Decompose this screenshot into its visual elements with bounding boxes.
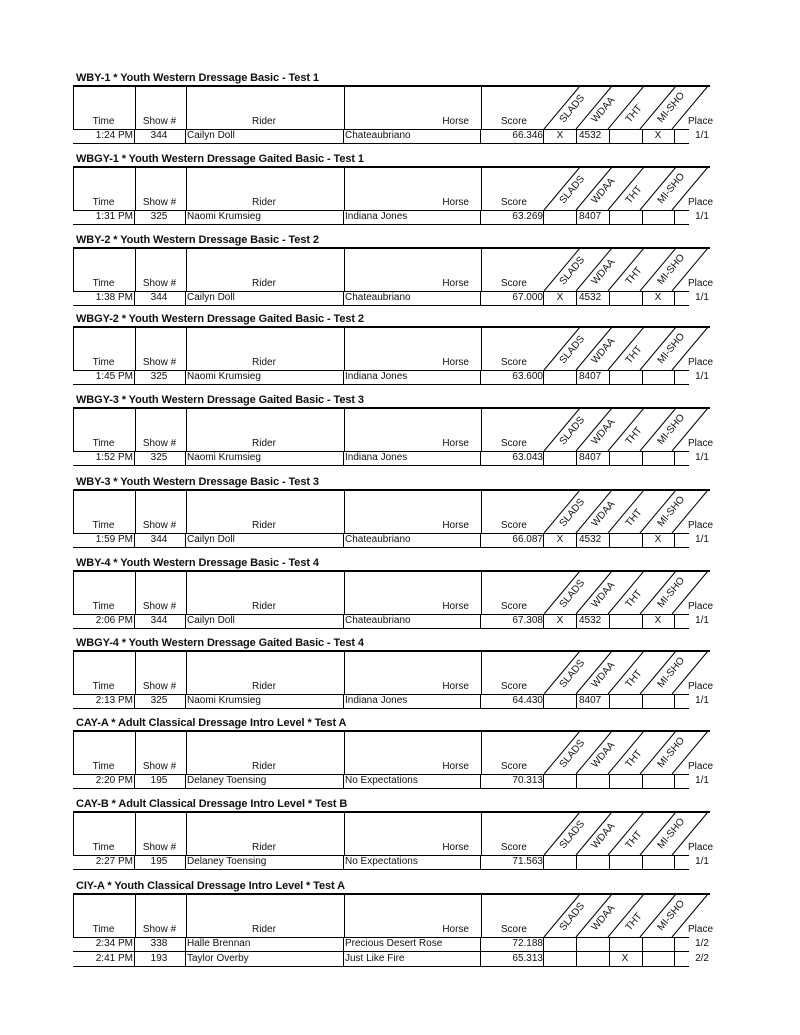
cell-horse: Chateaubriano	[345, 292, 411, 303]
cell-score: 63.269	[512, 211, 543, 222]
cell-place: 1/1	[695, 615, 709, 626]
cell-score: 67.308	[512, 615, 543, 626]
column-header-place: Place	[688, 197, 714, 208]
column-header-show: Show #	[142, 681, 177, 692]
table-row	[73, 291, 709, 306]
cell-misho: X	[654, 615, 662, 626]
column-header-misho: MI-SHO	[655, 816, 688, 851]
cell-time: 2:06 PM	[95, 615, 133, 626]
column-header-time: Time	[92, 842, 115, 853]
column-header-misho: MI-SHO	[655, 575, 688, 610]
cell-slads: X	[556, 130, 564, 141]
column-header-wdaa: WDAA	[589, 739, 618, 770]
column-header-slads: SLADS	[557, 900, 588, 933]
cell-misho: X	[654, 292, 662, 303]
column-header-score: Score	[500, 924, 527, 935]
column-header-tht: THT	[623, 184, 645, 206]
column-header-slads: SLADS	[557, 577, 588, 610]
cell-score: 67.000	[512, 292, 543, 303]
column-header-show: Show #	[142, 924, 177, 935]
class-section	[0, 798, 800, 873]
cell-rider: Halle Brennan	[187, 938, 251, 949]
class-section	[0, 313, 800, 388]
column-header-tht: THT	[623, 103, 645, 125]
cell-wdaa: 4532	[579, 130, 602, 141]
class-section	[0, 476, 800, 551]
cell-time: 1:45 PM	[95, 371, 133, 382]
column-header-show: Show #	[142, 438, 177, 449]
class-section	[0, 72, 800, 147]
column-header-score: Score	[500, 761, 527, 772]
column-header-horse: Horse	[442, 842, 469, 853]
cell-rider: Cailyn Doll	[187, 130, 235, 141]
column-header-place: Place	[688, 601, 714, 612]
column-header-time: Time	[92, 197, 115, 208]
cell-misho: X	[654, 130, 662, 141]
cell-slads: X	[556, 292, 564, 303]
cell-wdaa: 8407	[579, 211, 602, 222]
cell-wdaa: 4532	[579, 534, 602, 545]
column-header-misho: MI-SHO	[655, 331, 688, 366]
column-header-score: Score	[500, 520, 527, 531]
cell-place: 1/1	[695, 452, 709, 463]
cell-place: 1/1	[695, 130, 709, 141]
cell-time: 1:31 PM	[95, 211, 133, 222]
cell-wdaa: 8407	[579, 371, 602, 382]
column-header-place: Place	[688, 761, 714, 772]
cell-place: 1/1	[695, 211, 709, 222]
cell-place: 1/1	[695, 534, 709, 545]
column-header-wdaa: WDAA	[589, 256, 618, 287]
column-header-horse: Horse	[442, 681, 469, 692]
column-header-misho: MI-SHO	[655, 252, 688, 287]
cell-score: 63.600	[512, 371, 543, 382]
column-header-slads: SLADS	[557, 333, 588, 366]
column-header-score: Score	[500, 116, 527, 127]
cell-horse: No Expectations	[345, 856, 418, 867]
column-header-rider: Rider	[252, 357, 276, 368]
column-header-tht: THT	[623, 344, 645, 366]
cell-rider: Naomi Krumsieg	[187, 211, 261, 222]
cell-time: 2:41 PM	[95, 953, 133, 964]
cell-rider: Cailyn Doll	[187, 292, 235, 303]
column-header-misho: MI-SHO	[655, 90, 688, 125]
cell-place: 1/1	[695, 695, 709, 706]
class-title: WBY-4 * Youth Western Dressage Basic - Test 4	[76, 557, 319, 569]
column-header-show: Show #	[142, 761, 177, 772]
column-header-slads: SLADS	[557, 737, 588, 770]
cell-score: 71.563	[512, 856, 543, 867]
column-header-horse: Horse	[442, 924, 469, 935]
class-section	[0, 234, 800, 309]
column-header-place: Place	[688, 681, 714, 692]
cell-horse: Just Like Fire	[345, 953, 405, 964]
cell-show: 325	[150, 695, 168, 706]
cell-score: 72.188	[512, 938, 543, 949]
column-header-wdaa: WDAA	[589, 335, 618, 366]
column-header-score: Score	[500, 601, 527, 612]
table-row	[73, 855, 709, 870]
cell-wdaa: 8407	[579, 695, 602, 706]
column-header-time: Time	[92, 116, 115, 127]
column-header-misho: MI-SHO	[655, 898, 688, 933]
class-title: WBGY-1 * Youth Western Dressage Gaited Basic - Test 1	[76, 153, 364, 165]
table-row	[73, 694, 709, 709]
column-header-time: Time	[92, 357, 115, 368]
column-header-tht: THT	[623, 911, 645, 933]
cell-horse: Indiana Jones	[345, 371, 408, 382]
column-header-time: Time	[92, 601, 115, 612]
column-header-rider: Rider	[252, 924, 276, 935]
cell-slads: X	[556, 615, 564, 626]
cell-show: 195	[150, 775, 168, 786]
column-header-show: Show #	[142, 601, 177, 612]
cell-place: 1/1	[695, 856, 709, 867]
cell-rider: Delaney Toensing	[187, 856, 267, 867]
cell-score: 64.430	[512, 695, 543, 706]
column-header-rider: Rider	[252, 197, 276, 208]
column-header-show: Show #	[142, 357, 177, 368]
column-header-wdaa: WDAA	[589, 820, 618, 851]
column-header-misho: MI-SHO	[655, 655, 688, 690]
column-header-rider: Rider	[252, 842, 276, 853]
class-title: WBGY-4 * Youth Western Dressage Gaited Basic - Test 4	[76, 637, 364, 649]
column-header-rider: Rider	[252, 601, 276, 612]
column-header-horse: Horse	[442, 278, 469, 289]
column-header-tht: THT	[623, 829, 645, 851]
cell-show: 325	[150, 211, 168, 222]
column-header-rider: Rider	[252, 116, 276, 127]
cell-time: 2:20 PM	[95, 775, 133, 786]
table-row	[73, 952, 709, 967]
cell-time: 1:59 PM	[95, 534, 133, 545]
cell-slads: X	[556, 534, 564, 545]
class-section	[0, 637, 800, 712]
cell-show: 344	[150, 292, 168, 303]
column-header-score: Score	[500, 842, 527, 853]
column-header-slads: SLADS	[557, 414, 588, 447]
cell-show: 344	[150, 534, 168, 545]
cell-show: 344	[150, 130, 168, 141]
class-section	[0, 557, 800, 632]
cell-horse: Indiana Jones	[345, 695, 408, 706]
column-header-tht: THT	[623, 265, 645, 287]
cell-horse: Precious Desert Rose	[345, 938, 443, 949]
cell-rider: Delaney Toensing	[187, 775, 267, 786]
class-title: WBGY-3 * Youth Western Dressage Gaited Basic - Test 3	[76, 394, 364, 406]
column-header-score: Score	[500, 197, 527, 208]
table-row	[73, 614, 709, 629]
column-header-horse: Horse	[442, 601, 469, 612]
column-header-wdaa: WDAA	[589, 579, 618, 610]
column-header-time: Time	[92, 681, 115, 692]
column-header-misho: MI-SHO	[655, 494, 688, 529]
column-header-horse: Horse	[442, 520, 469, 531]
column-header-horse: Horse	[442, 761, 469, 772]
column-header-show: Show #	[142, 197, 177, 208]
column-header-tht: THT	[623, 425, 645, 447]
cell-show: 338	[150, 938, 168, 949]
class-title: CAY-B * Adult Classical Dressage Intro Level * Test B	[76, 798, 348, 810]
column-header-score: Score	[500, 357, 527, 368]
cell-rider: Naomi Krumsieg	[187, 371, 261, 382]
column-header-time: Time	[92, 924, 115, 935]
cell-time: 2:27 PM	[95, 856, 133, 867]
cell-misho: X	[654, 534, 662, 545]
cell-place: 1/1	[695, 775, 709, 786]
cell-score: 63.043	[512, 452, 543, 463]
cell-wdaa: 4532	[579, 292, 602, 303]
column-header-slads: SLADS	[557, 254, 588, 287]
cell-place: 1/1	[695, 371, 709, 382]
column-header-show: Show #	[142, 278, 177, 289]
cell-time: 1:52 PM	[95, 452, 133, 463]
column-header-score: Score	[500, 438, 527, 449]
column-header-rider: Rider	[252, 520, 276, 531]
cell-time: 2:34 PM	[95, 938, 133, 949]
class-section	[0, 717, 800, 792]
column-header-place: Place	[688, 357, 714, 368]
column-header-rider: Rider	[252, 681, 276, 692]
column-header-wdaa: WDAA	[589, 175, 618, 206]
cell-place: 1/1	[695, 292, 709, 303]
column-header-slads: SLADS	[557, 818, 588, 851]
column-header-time: Time	[92, 761, 115, 772]
class-section	[0, 880, 800, 964]
table-row	[73, 451, 709, 466]
class-title: WBY-2 * Youth Western Dressage Basic - Test 2	[76, 234, 319, 246]
table-row	[73, 937, 709, 952]
cell-score: 66.087	[512, 534, 543, 545]
column-header-place: Place	[688, 842, 714, 853]
column-header-show: Show #	[142, 520, 177, 531]
cell-horse: No Expectations	[345, 775, 418, 786]
table-row	[73, 370, 709, 385]
column-header-wdaa: WDAA	[589, 416, 618, 447]
cell-place: 2/2	[695, 953, 709, 964]
cell-place: 1/2	[695, 938, 709, 949]
column-header-place: Place	[688, 438, 714, 449]
column-header-score: Score	[500, 278, 527, 289]
class-title: WBY-1 * Youth Western Dressage Basic - Test 1	[76, 72, 319, 84]
cell-horse: Chateaubriano	[345, 130, 411, 141]
cell-rider: Naomi Krumsieg	[187, 452, 261, 463]
column-header-horse: Horse	[442, 357, 469, 368]
class-title: CAY-A * Adult Classical Dressage Intro Level * Test A	[76, 717, 347, 729]
column-header-wdaa: WDAA	[589, 902, 618, 933]
table-row	[73, 774, 709, 789]
column-header-misho: MI-SHO	[655, 171, 688, 206]
cell-time: 2:13 PM	[95, 695, 133, 706]
cell-time: 1:24 PM	[95, 130, 133, 141]
cell-wdaa: 8407	[579, 452, 602, 463]
cell-horse: Indiana Jones	[345, 452, 408, 463]
column-header-slads: SLADS	[557, 92, 588, 125]
column-header-show: Show #	[142, 116, 177, 127]
column-header-show: Show #	[142, 842, 177, 853]
column-header-slads: SLADS	[557, 173, 588, 206]
column-header-misho: MI-SHO	[655, 735, 688, 770]
cell-rider: Naomi Krumsieg	[187, 695, 261, 706]
cell-tht: X	[621, 953, 629, 964]
class-title: CIY-A * Youth Classical Dressage Intro Level * Test A	[76, 880, 345, 892]
column-header-tht: THT	[623, 668, 645, 690]
class-section	[0, 394, 800, 469]
cell-horse: Indiana Jones	[345, 211, 408, 222]
cell-horse: Chateaubriano	[345, 534, 411, 545]
column-header-time: Time	[92, 438, 115, 449]
column-header-rider: Rider	[252, 438, 276, 449]
column-header-wdaa: WDAA	[589, 498, 618, 529]
cell-horse: Chateaubriano	[345, 615, 411, 626]
column-header-rider: Rider	[252, 278, 276, 289]
column-header-wdaa: WDAA	[589, 659, 618, 690]
cell-show: 325	[150, 452, 168, 463]
column-header-place: Place	[688, 116, 714, 127]
column-header-horse: Horse	[442, 116, 469, 127]
column-header-place: Place	[688, 278, 714, 289]
column-header-place: Place	[688, 520, 714, 531]
cell-score: 70.313	[512, 775, 543, 786]
cell-show: 325	[150, 371, 168, 382]
cell-wdaa: 4532	[579, 615, 602, 626]
cell-score: 65.313	[512, 953, 543, 964]
class-title: WBY-3 * Youth Western Dressage Basic - Test 3	[76, 476, 319, 488]
column-header-tht: THT	[623, 748, 645, 770]
cell-show: 344	[150, 615, 168, 626]
column-header-slads: SLADS	[557, 657, 588, 690]
cell-rider: Cailyn Doll	[187, 615, 235, 626]
column-header-horse: Horse	[442, 438, 469, 449]
column-header-time: Time	[92, 520, 115, 531]
table-row	[73, 210, 709, 225]
table-row	[73, 533, 709, 548]
column-header-slads: SLADS	[557, 496, 588, 529]
cell-rider: Cailyn Doll	[187, 534, 235, 545]
column-header-score: Score	[500, 681, 527, 692]
column-header-rider: Rider	[252, 761, 276, 772]
column-header-misho: MI-SHO	[655, 412, 688, 447]
column-header-wdaa: WDAA	[589, 94, 618, 125]
column-header-tht: THT	[623, 507, 645, 529]
column-header-place: Place	[688, 924, 714, 935]
cell-score: 66.346	[512, 130, 543, 141]
cell-rider: Taylor Overby	[187, 953, 249, 964]
cell-time: 1:38 PM	[95, 292, 133, 303]
cell-show: 195	[150, 856, 168, 867]
column-header-tht: THT	[623, 588, 645, 610]
class-section	[0, 153, 800, 228]
column-header-horse: Horse	[442, 197, 469, 208]
cell-show: 193	[150, 953, 168, 964]
table-row	[73, 129, 709, 144]
class-title: WBGY-2 * Youth Western Dressage Gaited Basic - Test 2	[76, 313, 364, 325]
column-header-time: Time	[92, 278, 115, 289]
